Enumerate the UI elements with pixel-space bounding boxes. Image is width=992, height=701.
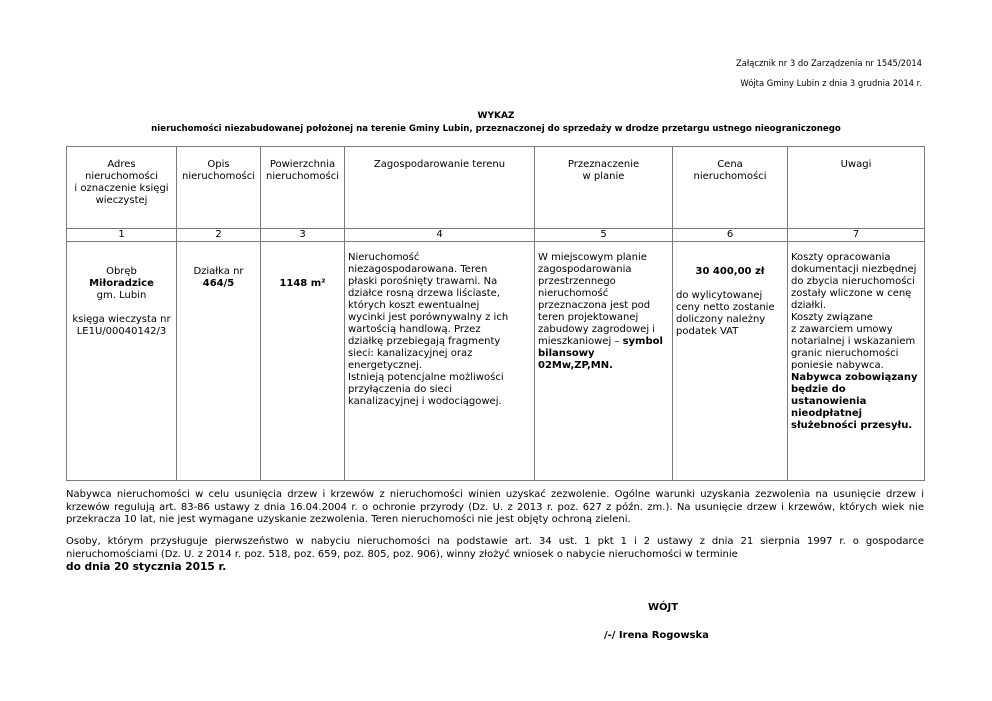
table-row bbox=[67, 242, 925, 481]
plot-number: 464/5 bbox=[202, 278, 235, 289]
cell-description: Działka nr 464/5 bbox=[177, 242, 261, 481]
header-area: Powierzchnia nieruchomości bbox=[261, 147, 345, 229]
annex-line-1: Załącznik nr 3 do Zarządzenia nr 1545/2014 bbox=[735, 58, 922, 68]
header-description: Opis nieruchomości bbox=[177, 147, 261, 229]
column-number: 2 bbox=[177, 229, 261, 242]
column-number: 3 bbox=[261, 229, 345, 242]
column-number: 6 bbox=[673, 229, 788, 242]
header-address: Adres nieruchomości i oznaczenie księgi wieczystej bbox=[67, 147, 177, 229]
signatory-office: WÓJT bbox=[648, 602, 679, 613]
header-price: Cena nieruchomości bbox=[673, 147, 788, 229]
cell-price: 30 400,00 zł do wylicytowanej ceny netto zostanie doliczony należny podatek VAT bbox=[673, 242, 788, 481]
header-development: Zagospodarowanie terenu bbox=[345, 147, 535, 229]
document-subtitle: nieruchomości niezabudowanej położonej na terenie Gminy Lubin, przeznaczonej do sprzedaży w drodze przetargu ustnego nieograniczonego bbox=[151, 124, 841, 134]
header-purpose: Przeznaczenie w planie bbox=[535, 147, 673, 229]
land-register-number: LE1U/00040142/3 bbox=[76, 326, 167, 337]
table-header-row bbox=[67, 147, 925, 229]
cell-area bbox=[261, 242, 345, 481]
header-remarks: Uwagi bbox=[788, 147, 925, 229]
plan-symbol: 02Mw,ZP,MN. bbox=[538, 360, 613, 371]
column-number: 1 bbox=[67, 229, 177, 242]
deadline: do dnia 20 stycznia 2015 r. bbox=[66, 561, 227, 573]
cell-development: Nieruchomość niezagospodarowana. Teren płaski porośnięty trawami. Na działce rosną drzewa liściaste, których koszt ewentualnej wycinki jest porównywalny z ich wartością handlową. Przez działkę przebiegają fragmenty sieci: kanalizacyjnej oraz energetycznej. Istnieją potencjalne możliwości przyłączenia do sieci kanalizacyjnej i wodociągowej. bbox=[345, 242, 535, 481]
property-table bbox=[66, 146, 925, 481]
locality-name: Miłoradzice bbox=[89, 278, 154, 289]
plot-area: 1148 m² bbox=[279, 278, 326, 289]
signatory-name: /-/ Irena Rogowska bbox=[604, 630, 709, 641]
cell-remarks: Koszty opracowania dokumentacji niezbędnej do zbycia nieruchomości zostały wliczone w cenę działki. Koszty związane z zawarciem umowy notarialnej i wskazaniem granic nieruchomości poniesie nabywca. Nabywca zobowiązany będzie do ustanowienia nieodpłatnej służebności przesyłu. bbox=[788, 242, 925, 481]
column-number: 4 bbox=[345, 229, 535, 242]
column-number: 5 bbox=[535, 229, 673, 242]
document-title: WYKAZ bbox=[477, 111, 515, 121]
tree-removal-note: Nabywca nieruchomości w celu usunięcia drzew i krzewów z nieruchomości winien uzyskać zezwolenie. Ogólne warunki uzyskania zezwolenia na usunięcie drzew i krzewów regulują art. 83-86 ustawy z dnia 16.04.2004 r. o ochronie przyrody (Dz. U. z 2013 r. poz. 627 z późn. zm.). Na usunięcie drzew i krzewów, których wiek nie przekracza 10 lat, nie jest wymagane uzyskanie zezwolenia. Teren nieruchomości nie jest objęty ochroną zieleni. bbox=[66, 489, 924, 525]
table-number-row bbox=[67, 229, 925, 242]
cell-purpose: W miejscowym planie zagospodarowania przestrzennego nieruchomość przeznaczona jest pod teren projektowanej zabudowy zagrodowej i mieszkaniowej – symbol bilansowy 02Mw,ZP,MN. bbox=[535, 242, 673, 481]
annex-line-2: Wójta Gminy Lubin z dnia 3 grudnia 2014 r. bbox=[740, 78, 922, 88]
pre-emption-note: Osoby, którym przysługuje pierwszeństwo w nabyciu nieruchomości na podstawie art. 34 ust. 1 pkt 1 i 2 ustawy z dnia 21 sierpnia 1997 r. o gospodarce nieruchomościami (Dz. U. z 2014 r. poz. 518, poz. 659, poz. 805, poz. 906), winny złożyć wniosek o nabycie nieruchomości w terminie do dnia 20 stycznia 2015 r. bbox=[66, 536, 924, 573]
price-amount: 30 400,00 zł bbox=[695, 266, 765, 277]
cell-address: Obręb Miłoradzice gm. Lubin księga wieczysta nr LE1U/00040142/3 bbox=[67, 242, 177, 481]
column-number: 7 bbox=[788, 229, 925, 242]
